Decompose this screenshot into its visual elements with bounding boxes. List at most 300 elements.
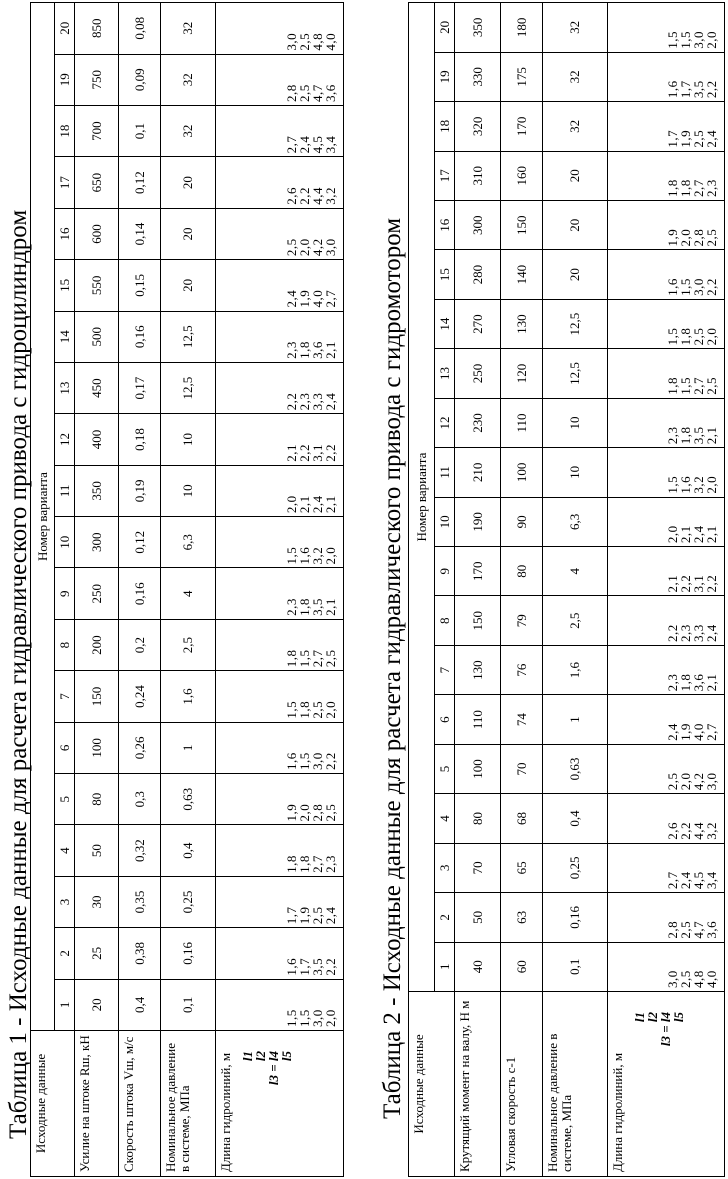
length-value: 2,8: [284, 84, 299, 102]
table-row: [215, 3, 343, 1177]
length-value: 3,4: [323, 135, 338, 154]
length-value: 2,2: [704, 278, 719, 296]
table-cell: 20: [543, 151, 607, 200]
length-value: 2,2: [704, 80, 719, 99]
length-value: 1,5: [665, 475, 680, 494]
table-cell: 90: [501, 497, 543, 546]
length-value: 1,8: [297, 598, 312, 616]
table-cell: 0,14: [119, 208, 161, 259]
table-cell: 12,5: [161, 362, 215, 413]
length-value: 2,1: [678, 525, 693, 544]
length-value: 2,7: [665, 871, 680, 890]
length-value: 2,5: [323, 649, 338, 668]
table-cell: 0,16: [161, 928, 215, 979]
variant-number: 17: [55, 157, 75, 208]
table-cell: 750: [75, 54, 119, 105]
table-cell: 330: [455, 52, 501, 101]
table-cell: 1: [161, 722, 215, 773]
length-value: 3,0: [310, 1009, 325, 1027]
length-value: 1,7: [678, 80, 693, 99]
table-cell: 500: [75, 311, 119, 362]
table-cell: 0,1: [119, 105, 161, 156]
length-value: 4,2: [691, 772, 706, 791]
length-value: 2,0: [297, 803, 312, 822]
length-value: 1,6: [665, 278, 680, 296]
length-value: 2,5: [678, 970, 693, 988]
variant-number: 2: [435, 893, 455, 942]
table-cell: 0,4: [543, 794, 607, 843]
table-cell: 310: [455, 151, 501, 200]
length-value: 2,8: [310, 803, 325, 822]
variant-number: 13: [435, 349, 455, 398]
table-cell: 350: [455, 3, 501, 53]
length-value: 2,6: [665, 821, 680, 840]
table-cell: 12,5: [543, 299, 607, 348]
table-row: [455, 3, 501, 1177]
table-cell: 0,63: [543, 744, 607, 793]
table-cell: 150: [455, 596, 501, 645]
variant-number: 19: [435, 52, 455, 101]
length-value: 4,4: [310, 187, 325, 205]
table-cell: 74: [501, 695, 543, 744]
length-value: 3,5: [691, 426, 706, 445]
length-values-cell: [215, 105, 343, 156]
length-value: 2,0: [323, 1009, 338, 1027]
length-value: 1,5: [284, 546, 299, 565]
table-cell: 160: [501, 151, 543, 200]
table-cell: 0,1: [543, 942, 607, 991]
table-cell: 700: [75, 105, 119, 156]
length-values-cell: [607, 893, 724, 942]
length-value: 2,0: [678, 228, 693, 247]
length-values-cell: [607, 299, 724, 348]
length-value: 2,0: [323, 700, 338, 719]
length-value: 3,5: [310, 957, 325, 976]
length-values-cell: [607, 151, 724, 200]
length-value: 3,0: [323, 238, 338, 257]
table-cell: 25: [75, 928, 119, 979]
variant-number: 8: [55, 619, 75, 670]
variant-number: 20: [435, 3, 455, 53]
length-value: 1,6: [678, 475, 693, 494]
table-cell: 300: [75, 517, 119, 568]
variant-number: 2: [55, 928, 75, 979]
length-value: 2,1: [704, 673, 719, 692]
row-label: Крутящий момент на валу, Н м: [455, 992, 501, 1177]
variant-number: 11: [435, 448, 455, 497]
table-cell: 280: [455, 250, 501, 299]
length-value: 1,9: [297, 289, 312, 308]
table-cell: 4: [543, 547, 607, 596]
length-values-cell: [215, 671, 343, 722]
source-data-header: Исходные данные: [31, 1031, 75, 1177]
length-value: 3,3: [691, 624, 706, 642]
variant-number: 13: [55, 362, 75, 413]
variant-number: 15: [55, 260, 75, 311]
table-cell: 100: [501, 448, 543, 497]
variant-number: 9: [55, 568, 75, 619]
table-cell: 130: [501, 299, 543, 348]
length-value: 1,5: [665, 327, 680, 346]
table-cell: 0,2: [119, 619, 161, 670]
length-values-cell: [607, 497, 724, 546]
length-values-cell: [215, 619, 343, 670]
variant-number: 3: [435, 843, 455, 892]
length-value: 2,1: [323, 598, 338, 616]
table-cell: 32: [543, 52, 607, 101]
table2-title: Таблица 2 - Исходные данные для расчета гидравлического привода с гидромотором: [379, 217, 406, 1119]
length-value: 3,6: [323, 84, 338, 102]
table-cell: 1,6: [543, 645, 607, 694]
variant-number: 20: [55, 3, 75, 55]
table-cell: 32: [161, 54, 215, 105]
variant-number: 16: [55, 208, 75, 259]
variant-number: 6: [55, 722, 75, 773]
length-values-cell: [607, 645, 724, 694]
variant-number: 18: [55, 105, 75, 156]
table-cell: 63: [501, 893, 543, 942]
length-value: 3,2: [310, 546, 325, 565]
variant-number: 14: [55, 311, 75, 362]
table-cell: 0,25: [543, 843, 607, 892]
length-value: 2,5: [323, 803, 338, 822]
table-cell: 50: [75, 825, 119, 876]
length-value: 1,8: [678, 673, 693, 692]
variant-number: 3: [55, 876, 75, 927]
table-cell: 850: [75, 3, 119, 55]
length-value: 2,5: [691, 327, 706, 346]
table-cell: 170: [501, 102, 543, 151]
variant-number: 4: [55, 825, 75, 876]
length-value: 2,1: [704, 426, 719, 445]
length-value: 1,6: [297, 546, 312, 565]
table-cell: 210: [455, 448, 501, 497]
length-value: 3,4: [704, 871, 719, 890]
length-value: 2,7: [310, 649, 325, 668]
variant-number: 11: [55, 465, 75, 516]
length-value: 4,4: [691, 821, 706, 840]
variant-number: 10: [435, 497, 455, 546]
length-value: 2,0: [323, 546, 338, 565]
length-values-cell: [215, 774, 343, 825]
source-data-header: Исходные данные: [409, 992, 455, 1177]
variant-number: 5: [55, 774, 75, 825]
table-cell: 0,17: [119, 362, 161, 413]
table-cell: 80: [455, 794, 501, 843]
table-cell: 550: [75, 260, 119, 311]
length-value: 2,2: [704, 574, 719, 593]
length-value: 3,6: [691, 673, 706, 692]
table-cell: 80: [501, 547, 543, 596]
table-cell: 110: [501, 398, 543, 447]
length-value: 1,5: [678, 278, 693, 296]
length-value: 1,5: [678, 377, 693, 395]
table-cell: 30: [75, 876, 119, 927]
table-row: [543, 3, 607, 1177]
length-value: 1,5: [297, 752, 312, 771]
table-cell: 0,12: [119, 517, 161, 568]
length-value: 2,5: [665, 772, 680, 791]
table-cell: 0,18: [119, 414, 161, 465]
table-cell: 100: [455, 744, 501, 793]
length-value: 2,4: [323, 392, 338, 411]
table-cell: 40: [455, 942, 501, 991]
variant-number: 4: [435, 794, 455, 843]
length-value: 2,5: [297, 32, 312, 51]
table-cell: 50: [455, 893, 501, 942]
table2: [408, 2, 725, 1177]
length-value: 2,2: [323, 752, 338, 771]
length-value: 3,5: [310, 598, 325, 616]
table-cell: 130: [455, 645, 501, 694]
table-cell: 350: [75, 465, 119, 516]
length-values-cell: [215, 825, 343, 876]
table1: [30, 2, 344, 1177]
length-value: 4,0: [323, 32, 338, 51]
table-cell: 250: [75, 568, 119, 619]
length-value: 3,2: [704, 821, 719, 840]
length-value: 2,3: [323, 855, 338, 873]
length-value: 1,5: [284, 700, 299, 719]
length-value: 3,2: [323, 187, 338, 205]
length-value: 1,5: [284, 1009, 299, 1027]
table-cell: 70: [455, 843, 501, 892]
table-cell: 0,25: [161, 876, 215, 927]
length-value: 1,9: [665, 228, 680, 247]
length-value: 4,0: [310, 289, 325, 308]
table-cell: 2,5: [543, 596, 607, 645]
pipeline-lengths-title: Длина гидролиний, м: [217, 1052, 233, 1172]
table-cell: 300: [455, 201, 501, 250]
table-cell: 79: [501, 596, 543, 645]
length-sublabel: l2: [252, 1051, 268, 1062]
length-values-cell: [215, 517, 343, 568]
length-value: 4,8: [691, 970, 706, 988]
table-row: [501, 3, 543, 1177]
length-value: 3,0: [310, 752, 325, 771]
table-cell: 0,12: [119, 157, 161, 208]
table-cell: 12,5: [161, 311, 215, 362]
table-cell: 0,4: [119, 979, 161, 1030]
table-cell: 0,16: [543, 893, 607, 942]
variant-number: 5: [435, 744, 455, 793]
length-value: 2,6: [284, 187, 299, 205]
length-values-cell: [607, 843, 724, 892]
table-row: [75, 3, 119, 1177]
length-values-cell: [607, 547, 724, 596]
length-sublabel: l2: [644, 1012, 660, 1023]
table-cell: 150: [501, 201, 543, 250]
length-values-cell: [215, 54, 343, 105]
table-cell: 76: [501, 645, 543, 694]
table-cell: 1,6: [161, 671, 215, 722]
length-value: 1,7: [665, 129, 680, 148]
length-value: 2,2: [284, 392, 299, 411]
length-value: 2,5: [704, 228, 719, 247]
length-values-cell: [215, 568, 343, 619]
length-value: 4,5: [691, 871, 706, 890]
length-values-cell: [215, 157, 343, 208]
length-sublabel: l5: [670, 1012, 686, 1023]
table-cell: 190: [455, 497, 501, 546]
length-values-cell: [607, 349, 724, 398]
table-cell: 65: [501, 843, 543, 892]
length-value: 2,0: [704, 475, 719, 494]
table-cell: 150: [75, 671, 119, 722]
table-cell: 2,5: [161, 619, 215, 670]
length-values-cell: [607, 201, 724, 250]
length-value: 1,7: [284, 906, 299, 925]
variant-number: 10: [55, 517, 75, 568]
length-value: 1,6: [665, 80, 680, 99]
length-value: 1,7: [297, 957, 312, 976]
length-value: 2,5: [691, 129, 706, 148]
length-value: 3,1: [691, 574, 706, 593]
variant-number: 14: [435, 299, 455, 348]
length-sublabel: l1: [631, 1012, 647, 1023]
length-value: 2,3: [678, 624, 693, 642]
length-value: 2,7: [691, 377, 706, 395]
length-value: 1,8: [678, 327, 693, 346]
length-value: 2,4: [284, 289, 299, 308]
table-cell: 250: [455, 349, 501, 398]
table-cell: 0,35: [119, 876, 161, 927]
length-value: 3,0: [691, 30, 706, 49]
length-values-cell: [607, 942, 724, 991]
length-value: 1,8: [297, 341, 312, 359]
length-values-cell: [215, 876, 343, 927]
variant-number: 15: [435, 250, 455, 299]
length-value: 1,9: [284, 803, 299, 822]
length-values-cell: [607, 596, 724, 645]
table-cell: 0,1: [161, 979, 215, 1030]
length-value: 2,5: [310, 906, 325, 925]
length-value: 2,2: [297, 187, 312, 205]
table-cell: 10: [543, 448, 607, 497]
length-value: 3,6: [310, 341, 325, 359]
table-cell: 10: [543, 398, 607, 447]
table-cell: 110: [455, 695, 501, 744]
length-sublabel: l3 = l4: [265, 1051, 281, 1086]
length-values-cell: [215, 465, 343, 516]
length-value: 2,2: [678, 574, 693, 593]
length-value: 1,8: [297, 855, 312, 873]
table-cell: 0,16: [119, 568, 161, 619]
variant-number: 19: [55, 54, 75, 105]
length-value: 2,1: [323, 341, 338, 359]
table-row: [119, 3, 161, 1177]
length-value: 2,5: [678, 920, 693, 939]
length-value: 3,2: [691, 475, 706, 494]
length-value: 1,9: [297, 906, 312, 925]
table-cell: 32: [161, 105, 215, 156]
table-cell: 12,5: [543, 349, 607, 398]
length-value: 3,3: [310, 392, 325, 411]
length-value: 2,3: [284, 341, 299, 359]
table-cell: 0,19: [119, 465, 161, 516]
length-value: 2,4: [665, 723, 680, 741]
variant-number: 9: [435, 547, 455, 596]
length-value: 2,1: [665, 574, 680, 593]
table-cell: 20: [543, 201, 607, 250]
length-values-cell: [607, 3, 724, 53]
length-value: 2,1: [323, 495, 338, 514]
variant-number: 7: [55, 671, 75, 722]
length-value: 2,5: [284, 238, 299, 257]
length-value: 1,6: [284, 752, 299, 771]
length-values-cell: [607, 448, 724, 497]
table-cell: 0,32: [119, 825, 161, 876]
length-value: 2,1: [297, 495, 312, 514]
row-label: Угловая скорость с-1: [501, 992, 543, 1177]
length-value: 2,7: [323, 289, 338, 308]
length-value: 2,2: [665, 624, 680, 642]
length-value: 3,1: [310, 443, 325, 462]
variant-number: 1: [435, 942, 455, 991]
length-values-cell: [215, 208, 343, 259]
length-value: 3,0: [691, 278, 706, 296]
row-label: Номинальное давление в системе, МПа: [161, 1031, 215, 1177]
table-cell: 32: [543, 3, 607, 53]
table-cell: 0,3: [119, 774, 161, 825]
length-value: 1,5: [297, 1009, 312, 1027]
length-values-cell: [607, 398, 724, 447]
variant-number: 6: [435, 695, 455, 744]
table-cell: 170: [455, 547, 501, 596]
table-row: [161, 3, 215, 1177]
length-value: 2,1: [704, 525, 719, 544]
table-cell: 230: [455, 398, 501, 447]
length-values-cell: [607, 52, 724, 101]
length-values-cell: [215, 722, 343, 773]
table-cell: 10: [161, 465, 215, 516]
table-cell: 4: [161, 568, 215, 619]
length-values-cell: [607, 102, 724, 151]
length-value: 1,8: [284, 649, 299, 668]
table-cell: 175: [501, 52, 543, 101]
variant-number: 17: [435, 151, 455, 200]
table1-title: Таблица 1 - Исходные данные для расчета гидравлического привода с гидроцилиндром: [5, 209, 32, 1139]
length-value: 2,7: [284, 135, 299, 154]
table-cell: 6,3: [543, 497, 607, 546]
length-values-cell: [215, 414, 343, 465]
length-values-cell: [215, 260, 343, 311]
length-value: 1,5: [297, 649, 312, 668]
length-value: 1,8: [678, 179, 693, 197]
length-value: 1,9: [678, 129, 693, 148]
table-cell: 20: [161, 157, 215, 208]
length-value: 2,3: [297, 392, 312, 411]
length-value: 2,4: [704, 624, 719, 642]
length-value: 2,5: [704, 377, 719, 395]
length-value: 2,3: [665, 426, 680, 445]
length-value: 2,0: [297, 238, 312, 257]
length-values-cell: [607, 794, 724, 843]
table-cell: 200: [75, 619, 119, 670]
length-value: 2,0: [704, 30, 719, 49]
length-value: 4,0: [704, 970, 719, 988]
length-value: 2,1: [284, 443, 299, 462]
row-label: Усилие на штоке Rш, кН: [75, 1031, 119, 1177]
pipeline-lengths-title: Длина гидролиний, м: [609, 1052, 625, 1172]
pipeline-lengths-label: [215, 1031, 343, 1177]
table-cell: 650: [75, 157, 119, 208]
table-cell: 0,24: [119, 671, 161, 722]
length-value: 4,7: [310, 84, 325, 102]
length-value: 1,8: [284, 855, 299, 873]
table-cell: 450: [75, 362, 119, 413]
table-cell: 0,09: [119, 54, 161, 105]
